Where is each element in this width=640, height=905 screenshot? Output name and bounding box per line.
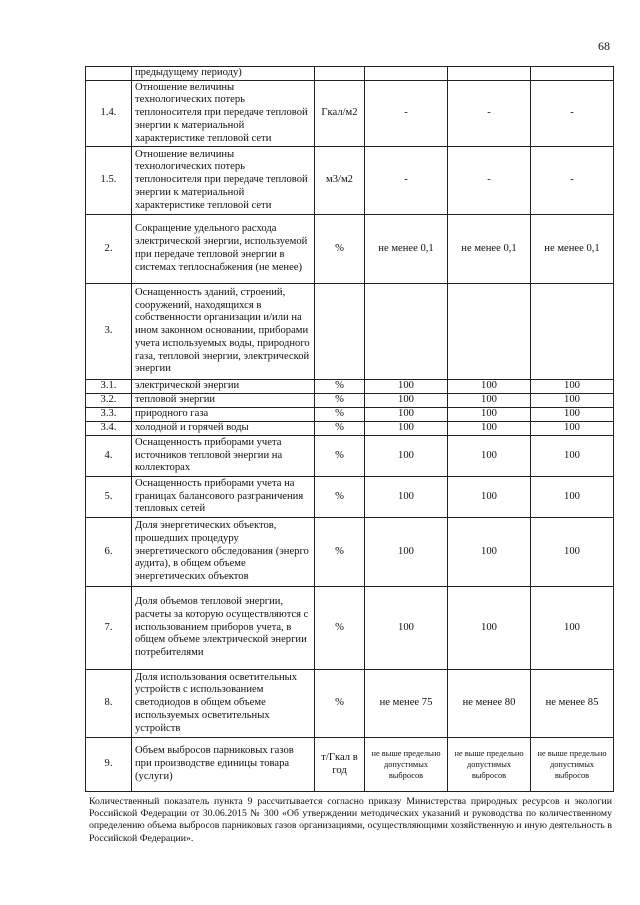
row-number: 1.4.: [86, 81, 132, 147]
indicator-name: Сокращение удельного расхода электрической энергии, используемой при передаче тепловой энергии в системах теплоснабжения (не менее): [132, 215, 315, 284]
value-cell: 100: [365, 408, 448, 422]
row-number: 3.1.: [86, 380, 132, 394]
table-row: [86, 518, 614, 587]
row-number: 5.: [86, 477, 132, 518]
value-cell: не выше предельно допустимых выбросов: [365, 738, 448, 792]
value-cell: 100: [365, 394, 448, 408]
value-cell: [365, 284, 448, 380]
indicator-name: холодной и горячей воды: [132, 422, 315, 436]
value-cell: не менее 0,1: [365, 215, 448, 284]
value-cell: не менее 80: [448, 670, 531, 738]
value-cell: не менее 75: [365, 670, 448, 738]
value-cell: 100: [531, 587, 614, 670]
row-number: 1.5.: [86, 147, 132, 215]
unit-cell: [315, 284, 365, 380]
unit-cell: [315, 67, 365, 81]
table-row: [86, 408, 614, 422]
unit-cell: %: [315, 215, 365, 284]
row-number: [86, 67, 132, 81]
value-cell: 100: [448, 422, 531, 436]
unit-cell: %: [315, 436, 365, 477]
table-row: [86, 215, 614, 284]
indicator-name: Оснащенность приборами учета на границах балансового разграничения тепловых сетей: [132, 477, 315, 518]
unit-cell: %: [315, 477, 365, 518]
indicator-name: электрической энергии: [132, 380, 315, 394]
row-number: 3.3.: [86, 408, 132, 422]
indicator-name: Доля энергетических объектов, прошедших процедуру энергетического обследования (энерго аудита), в общем объеме энергетических объектов: [132, 518, 315, 587]
table-row: [86, 436, 614, 477]
table-row: [86, 380, 614, 394]
row-number: 7.: [86, 587, 132, 670]
table-row: [86, 394, 614, 408]
indicator-name: предыдущему периоду): [132, 67, 315, 81]
value-cell: не выше предельно допустимых выбросов: [531, 738, 614, 792]
table-row: [86, 738, 614, 792]
value-cell: 100: [365, 587, 448, 670]
value-cell: 100: [531, 477, 614, 518]
indicator-name: Оснащенность приборами учета источников тепловой энергии на коллекторах: [132, 436, 315, 477]
indicator-name: Отношение величины технологических потерь теплоносителя при передаче тепловой энергии к материальной характеристике тепловой сети: [132, 147, 315, 215]
value-cell: -: [365, 81, 448, 147]
value-cell: 100: [448, 394, 531, 408]
indicator-name: природного газа: [132, 408, 315, 422]
value-cell: 100: [531, 436, 614, 477]
indicator-name: тепловой энергии: [132, 394, 315, 408]
unit-cell: Гкал/м2: [315, 81, 365, 147]
table-row: [86, 284, 614, 380]
unit-cell: %: [315, 380, 365, 394]
unit-cell: м3/м2: [315, 147, 365, 215]
footnote: Количественный показатель пункта 9 рассчитывается согласно приказу Министерства природных ресурсов и экологии Российской Федерации от 30.06.2015 № 300 «Об утверждении методических указаний и руководства по количественному определению объема выбросов парниковых газов организациями, осуществляющими хозяйственную и иную деятельность в Российской Федерации».: [89, 796, 612, 844]
value-cell: [531, 67, 614, 81]
value-cell: 100: [448, 477, 531, 518]
indicators-table: [85, 66, 614, 792]
value-cell: не менее 0,1: [448, 215, 531, 284]
value-cell: -: [531, 147, 614, 215]
indicator-name: Доля объемов тепловой энергии, расчеты за которую осуществляются с использованием приборов учета, в общем объеме электрической энергии потребителями: [132, 587, 315, 670]
table-row: [86, 477, 614, 518]
value-cell: 100: [531, 422, 614, 436]
value-cell: не менее 85: [531, 670, 614, 738]
value-cell: 100: [448, 436, 531, 477]
page-number: 68: [598, 39, 610, 53]
unit-cell: %: [315, 670, 365, 738]
value-cell: -: [531, 81, 614, 147]
indicator-name: Объем выбросов парниковых газов при производстве единицы товара (услуги): [132, 738, 315, 792]
row-number: 6.: [86, 518, 132, 587]
table-row: [86, 67, 614, 81]
value-cell: 100: [531, 394, 614, 408]
unit-cell: %: [315, 518, 365, 587]
value-cell: [448, 67, 531, 81]
indicator-name: Отношение величины технологических потерь теплоносителя при передаче тепловой энергии к материальной характеристике тепловой сети: [132, 81, 315, 147]
row-number: 2.: [86, 215, 132, 284]
value-cell: 100: [365, 380, 448, 394]
value-cell: 100: [531, 408, 614, 422]
unit-cell: %: [315, 408, 365, 422]
table-row: [86, 147, 614, 215]
value-cell: 100: [448, 408, 531, 422]
unit-cell: %: [315, 422, 365, 436]
indicator-name: Оснащенность зданий, строений, сооружений, находящихся в собственности организации и/или на ином законном основании, приборами учета используемых воды, природного газа, тепловой энергии, электрической энергии: [132, 284, 315, 380]
table-row: [86, 670, 614, 738]
value-cell: 100: [365, 477, 448, 518]
value-cell: -: [448, 147, 531, 215]
value-cell: 100: [448, 587, 531, 670]
row-number: 9.: [86, 738, 132, 792]
value-cell: 100: [365, 518, 448, 587]
table-row: [86, 81, 614, 147]
value-cell: 100: [365, 422, 448, 436]
value-cell: [531, 284, 614, 380]
unit-cell: %: [315, 587, 365, 670]
value-cell: -: [365, 147, 448, 215]
value-cell: 100: [448, 380, 531, 394]
table-row: [86, 422, 614, 436]
value-cell: 100: [448, 518, 531, 587]
value-cell: -: [448, 81, 531, 147]
row-number: 3.2.: [86, 394, 132, 408]
value-cell: 100: [365, 436, 448, 477]
value-cell: [365, 67, 448, 81]
row-number: 8.: [86, 670, 132, 738]
value-cell: 100: [531, 380, 614, 394]
unit-cell: %: [315, 394, 365, 408]
row-number: 3.4.: [86, 422, 132, 436]
indicator-name: Доля использования осветительных устройств с использованием светодиодов в общем объеме используемых осветительных устройств: [132, 670, 315, 738]
table-row: [86, 587, 614, 670]
row-number: 3.: [86, 284, 132, 380]
value-cell: не выше предельно допустимых выбросов: [448, 738, 531, 792]
row-number: 4.: [86, 436, 132, 477]
unit-cell: т/Гкал в год: [315, 738, 365, 792]
value-cell: [448, 284, 531, 380]
value-cell: не менее 0,1: [531, 215, 614, 284]
value-cell: 100: [531, 518, 614, 587]
